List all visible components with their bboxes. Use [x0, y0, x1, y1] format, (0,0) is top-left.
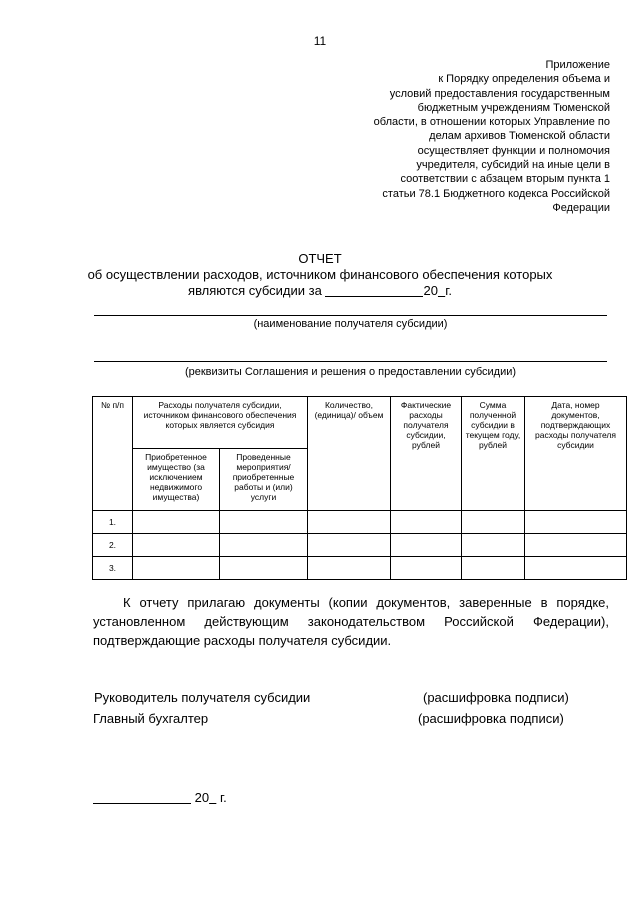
appendix-line: бюджетным учреждениям Тюменской	[417, 101, 610, 114]
header-events: Проведенные мероприятия/ приобретенные работы и (или) услуги	[220, 449, 308, 511]
recipient-line	[94, 315, 607, 316]
title-suffix: г.	[445, 283, 452, 298]
table-row	[93, 534, 627, 557]
appendix-line: условий предоставления государственным	[389, 87, 610, 100]
row-num: 1.	[93, 511, 133, 534]
appendix-line: делам архивов Тюменской области	[429, 130, 610, 143]
appendix-block	[310, 58, 610, 215]
report-table	[92, 396, 627, 580]
appendix-line: учредителя, субсидий на иные цели в	[416, 159, 610, 172]
cell	[391, 511, 462, 534]
agreement-caption: (реквизиты Соглашения и решения о предоставлении субсидии)	[184, 366, 517, 378]
table-row	[93, 557, 627, 580]
appendix-line: статьи 78.1 Бюджетного кодекса Российской	[382, 187, 610, 200]
header-expenses: Расходы получателя субсидии, источником финансового обеспечения которых является субсидия	[133, 397, 308, 449]
cell	[308, 557, 391, 580]
cell	[525, 534, 627, 557]
cell	[133, 557, 220, 580]
cell	[220, 511, 308, 534]
date-suffix: г.	[219, 790, 227, 805]
header-docs: Дата, номер документов, подтверждающих расходы получателя субсидии	[525, 397, 627, 511]
title-line-2: об осуществлении расходов, источником финансового обеспечения которых	[87, 267, 553, 282]
page-number: 11	[313, 34, 327, 48]
date-year-blank	[209, 790, 216, 805]
cell	[220, 557, 308, 580]
accountant-signature-label: Главный бухгалтер	[93, 711, 209, 726]
header-quantity: Количество, (единица)/ объем	[308, 397, 391, 511]
appendix-line: области, в отношении которых Управление по	[373, 116, 610, 129]
cell	[462, 534, 525, 557]
appendix-line: осуществляет функции и полномочия	[417, 144, 610, 157]
row-num: 3.	[93, 557, 133, 580]
report-title	[0, 251, 640, 299]
appendix-line: Приложение	[545, 59, 610, 71]
row-num: 2.	[93, 534, 133, 557]
date-line	[93, 790, 227, 805]
title-year: 20	[423, 283, 438, 298]
title-prefix: являются субсидии за	[188, 283, 322, 298]
title-line-3	[0, 283, 640, 299]
head-signature-decode: (расшифровка подписи)	[423, 690, 569, 705]
agreement-line	[94, 361, 607, 362]
head-signature-label: Руководитель получателя субсидии	[94, 690, 311, 705]
cell	[308, 534, 391, 557]
appendix-line: Федерации	[552, 201, 610, 214]
cell	[391, 557, 462, 580]
cell	[308, 511, 391, 534]
title-heading: ОТЧЕТ	[298, 251, 342, 266]
recipient-caption: (наименование получателя субсидии)	[253, 318, 448, 330]
header-received: Сумма полученной субсидии в текущем году, рублей	[462, 397, 525, 511]
cell	[133, 534, 220, 557]
cell	[525, 557, 627, 580]
appendix-line: к Порядку определения объема и	[438, 73, 610, 86]
cell	[220, 534, 308, 557]
date-blank	[93, 790, 191, 804]
cell	[391, 534, 462, 557]
period-blank	[325, 283, 423, 297]
cell	[133, 511, 220, 534]
header-num: № п/п	[93, 397, 133, 511]
appendix-line: соответствии с абзацем вторым пункта 1	[400, 173, 610, 186]
header-acquired: Приобретенное имущество (за исключением недвижимого имущества)	[133, 449, 220, 511]
table-row	[93, 511, 627, 534]
date-year: 20	[194, 790, 210, 805]
cell	[462, 557, 525, 580]
cell	[525, 511, 627, 534]
cell	[462, 511, 525, 534]
header-actual: Фактические расходы получателя субсидии, рублей	[391, 397, 462, 511]
attachments-paragraph: К отчету прилагаю документы (копии документов, заверенные в порядке, установленном действующим законодательством Российской Федерации), подтверждающие расходы получателя субсидии.	[93, 595, 609, 648]
accountant-signature-decode: (расшифровка подписи)	[418, 711, 564, 726]
